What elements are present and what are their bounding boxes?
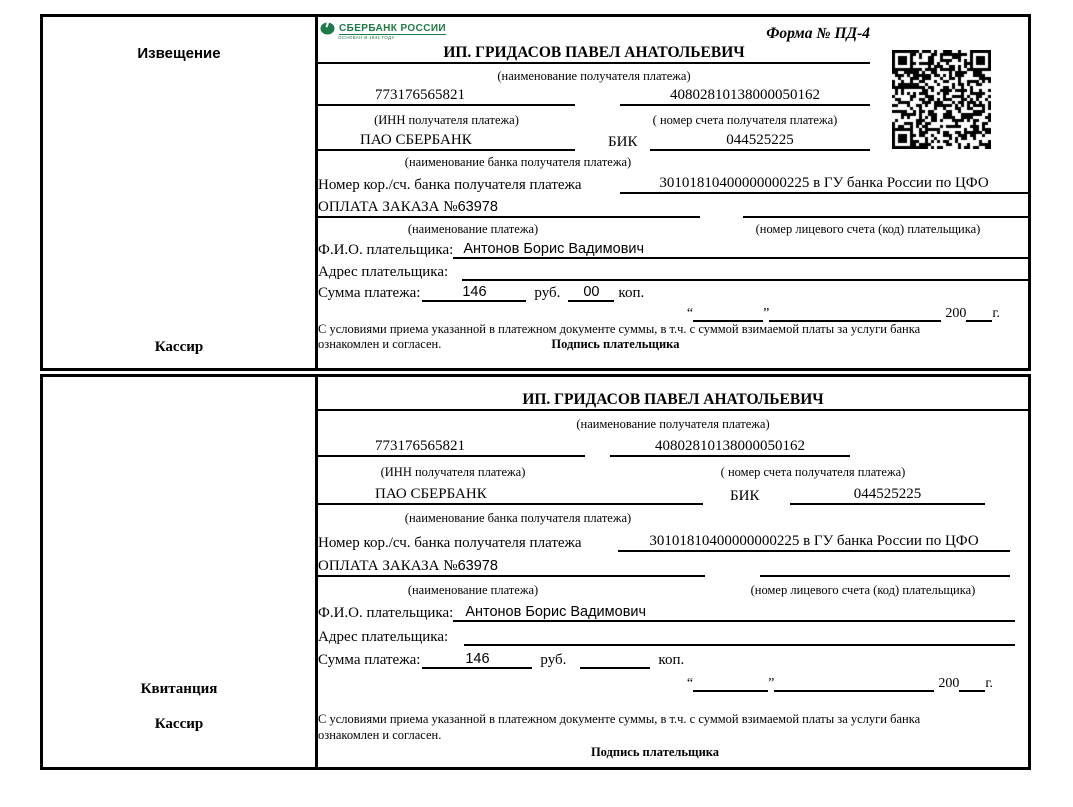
receipt-recipient-row <box>318 387 1028 411</box>
amount-kop-value <box>580 667 650 669</box>
receipt-inn-account-captions <box>318 457 1028 480</box>
notice-recipient-row <box>318 43 1028 64</box>
account-caption: ( номер счета получателя платежа) <box>652 113 838 127</box>
inn-caption: (ИНН получателя платежа) <box>380 465 526 479</box>
notice-inn-account-captions <box>318 106 1028 128</box>
receipt-bank-caption-row <box>318 505 1028 526</box>
bank-name-value: ПАО СБЕРБАНК <box>318 486 703 505</box>
payment-name-value <box>318 199 700 218</box>
notice-logo-row <box>318 19 1028 43</box>
kop-label: коп. <box>618 285 645 301</box>
receipt-inn-account-row <box>318 432 1028 457</box>
receipt-signature-row <box>318 745 1028 762</box>
bik-value: 044525225 <box>790 486 985 505</box>
order-number: 63978 <box>457 199 498 215</box>
year-suffix: г. <box>985 676 993 691</box>
receipt-recipient-caption-row <box>318 411 1028 432</box>
notice-side-column <box>43 17 318 368</box>
notice-inn-account-row <box>318 84 1028 106</box>
notice-cashier-label: Кассир <box>154 339 204 355</box>
recipient-caption: (наименование получателя платежа) <box>497 69 691 83</box>
amount-label: Сумма платежа: <box>318 285 421 301</box>
notice-payer-address-row <box>318 259 1028 281</box>
order-number: 63978 <box>457 558 498 574</box>
inn-caption: (ИНН получателя платежа) <box>374 113 519 127</box>
corr-label: Номер кор./сч. банка получателя платежа <box>318 177 582 193</box>
payer-address-value <box>464 644 1015 646</box>
receipt-payer-address-row <box>318 622 1015 646</box>
bank-caption: (наименование банка получателя платежа) <box>404 155 632 169</box>
amount-kop-value: 00 <box>568 284 614 302</box>
notice-payment-captions <box>318 218 1028 237</box>
receipt-agreement-line1 <box>318 712 1028 728</box>
payer-name-label: Ф.И.О. плательщика: <box>318 605 454 621</box>
payer-name-value: Антонов Борис Вадимович <box>453 241 1028 259</box>
corr-value: 30101810400000000225 в ГУ банка России по ЦФО <box>618 533 1010 552</box>
amount-rub-value: 146 <box>422 284 526 302</box>
recipient-caption: (наименование получателя платежа) <box>576 417 770 431</box>
year-suffix: г. <box>992 306 1000 321</box>
notice-agreement-line2 <box>318 337 1028 354</box>
agreement-text-1: С условиями приема указанной в платежном документе суммы, в т.ч. с суммой взимаемой платы за услуги банка <box>318 322 921 336</box>
payment-name-prefix: ОПЛАТА ЗАКАЗА № <box>318 558 458 574</box>
bik-label: БИК <box>730 488 760 504</box>
form-title: Форма № ПД-4 <box>766 25 870 42</box>
receipt-section <box>40 374 1031 770</box>
rub-label: руб. <box>534 285 561 301</box>
close-quote: ” <box>763 306 770 321</box>
account-value: 40802810138000050162 <box>610 438 850 457</box>
payer-account-caption: (номер лицевого счета (код) плательщика) <box>750 583 976 597</box>
corr-value: 30101810400000000225 в ГУ банка России по ЦФО <box>620 175 1028 194</box>
amount-rub-value: 146 <box>422 651 532 669</box>
amount-label: Сумма платежа: <box>318 652 421 668</box>
sberbank-logo-text: СБЕРБАНК РОССИИ <box>339 22 447 34</box>
recipient-name: ИП. ГРИДАСОВ ПАВЕЛ АНАТОЛЬЕВИЧ <box>318 44 870 64</box>
inn-value: 773176565821 <box>318 438 585 457</box>
payer-address-label: Адрес плательщика: <box>318 264 449 280</box>
agreement-text-2: ознакомлен и согласен. <box>318 728 442 742</box>
receipt-corr-row <box>318 526 1028 552</box>
notice-payer-name-row <box>318 237 1028 259</box>
payment-caption: (наименование платежа) <box>407 583 539 597</box>
agreement-text-2: ознакомлен и согласен. <box>318 337 442 351</box>
receipt-bank-bik-row <box>318 480 1028 505</box>
open-quote: “ <box>686 676 694 691</box>
notice-title: Извещение <box>137 45 221 62</box>
receipt-payment-row <box>318 552 1028 577</box>
receipt-form <box>318 377 1028 767</box>
receipt-agreement-line2 <box>318 728 1028 745</box>
notice-bank-bik-row <box>318 128 1028 151</box>
notice-section <box>40 14 1031 371</box>
signature-label: Подпись плательщика <box>551 337 680 351</box>
receipt-amount-row <box>318 646 1028 669</box>
receipt-cashier-label: Кассир <box>154 716 204 732</box>
recipient-name: ИП. ГРИДАСОВ ПАВЕЛ АНАТОЛЬЕВИЧ <box>318 391 1028 411</box>
kop-label: коп. <box>658 652 685 668</box>
sberbank-logo-tagline: ОСНОВАН В 1841 ГОДУ <box>338 35 395 40</box>
bank-name-value: ПАО СБЕРБАНК <box>318 132 575 151</box>
payer-address-value <box>462 279 1028 281</box>
rub-label: руб. <box>540 652 567 668</box>
receipt-payment-captions <box>318 577 1028 598</box>
payer-name-value: Антонов Борис Вадимович <box>453 604 1015 622</box>
payment-name-prefix: ОПЛАТА ЗАКАЗА № <box>318 199 458 215</box>
notice-agreement-line1 <box>318 322 1028 337</box>
signature-label: Подпись плательщика <box>590 745 720 759</box>
bik-label: БИК <box>608 134 638 150</box>
corr-label: Номер кор./сч. банка получателя платежа <box>318 535 582 551</box>
payer-address-label: Адрес плательщика: <box>318 629 449 645</box>
notice-bank-caption-row <box>318 151 1028 170</box>
account-caption: ( номер счета получателя платежа) <box>720 465 906 479</box>
receipt-side-column <box>43 377 318 767</box>
notice-corr-row <box>318 170 1028 194</box>
receipt-title: Квитанция <box>140 681 218 697</box>
close-quote: ” <box>768 676 775 691</box>
notice-form <box>318 17 1028 368</box>
notice-date-row <box>318 302 1000 322</box>
inn-value: 773176565821 <box>318 87 575 106</box>
receipt-spacer <box>318 692 1028 712</box>
year-prefix: 200 <box>938 676 960 691</box>
bank-caption: (наименование банка получателя платежа) <box>404 511 632 525</box>
account-value: 40802810138000050162 <box>620 87 870 106</box>
notice-payment-row <box>318 194 1028 218</box>
notice-amount-row <box>318 281 1028 302</box>
sberbank-emblem-icon <box>320 22 335 35</box>
payer-account-caption: (номер лицевого счета (код) плательщика) <box>755 222 981 236</box>
payment-name-value <box>318 558 705 577</box>
year-prefix: 200 <box>945 306 967 321</box>
bik-value: 044525225 <box>650 132 870 151</box>
payer-name-label: Ф.И.О. плательщика: <box>318 242 454 258</box>
agreement-text-1: С условиями приема указанной в платежном документе суммы, в т.ч. с суммой взимаемой платы за услуги банка <box>318 712 921 726</box>
payment-caption: (наименование платежа) <box>407 222 539 236</box>
sberbank-logo <box>320 22 460 40</box>
receipt-date-row <box>318 669 993 692</box>
open-quote: “ <box>686 306 694 321</box>
notice-recipient-caption-row <box>318 64 1028 84</box>
receipt-payer-name-row <box>318 598 1015 622</box>
